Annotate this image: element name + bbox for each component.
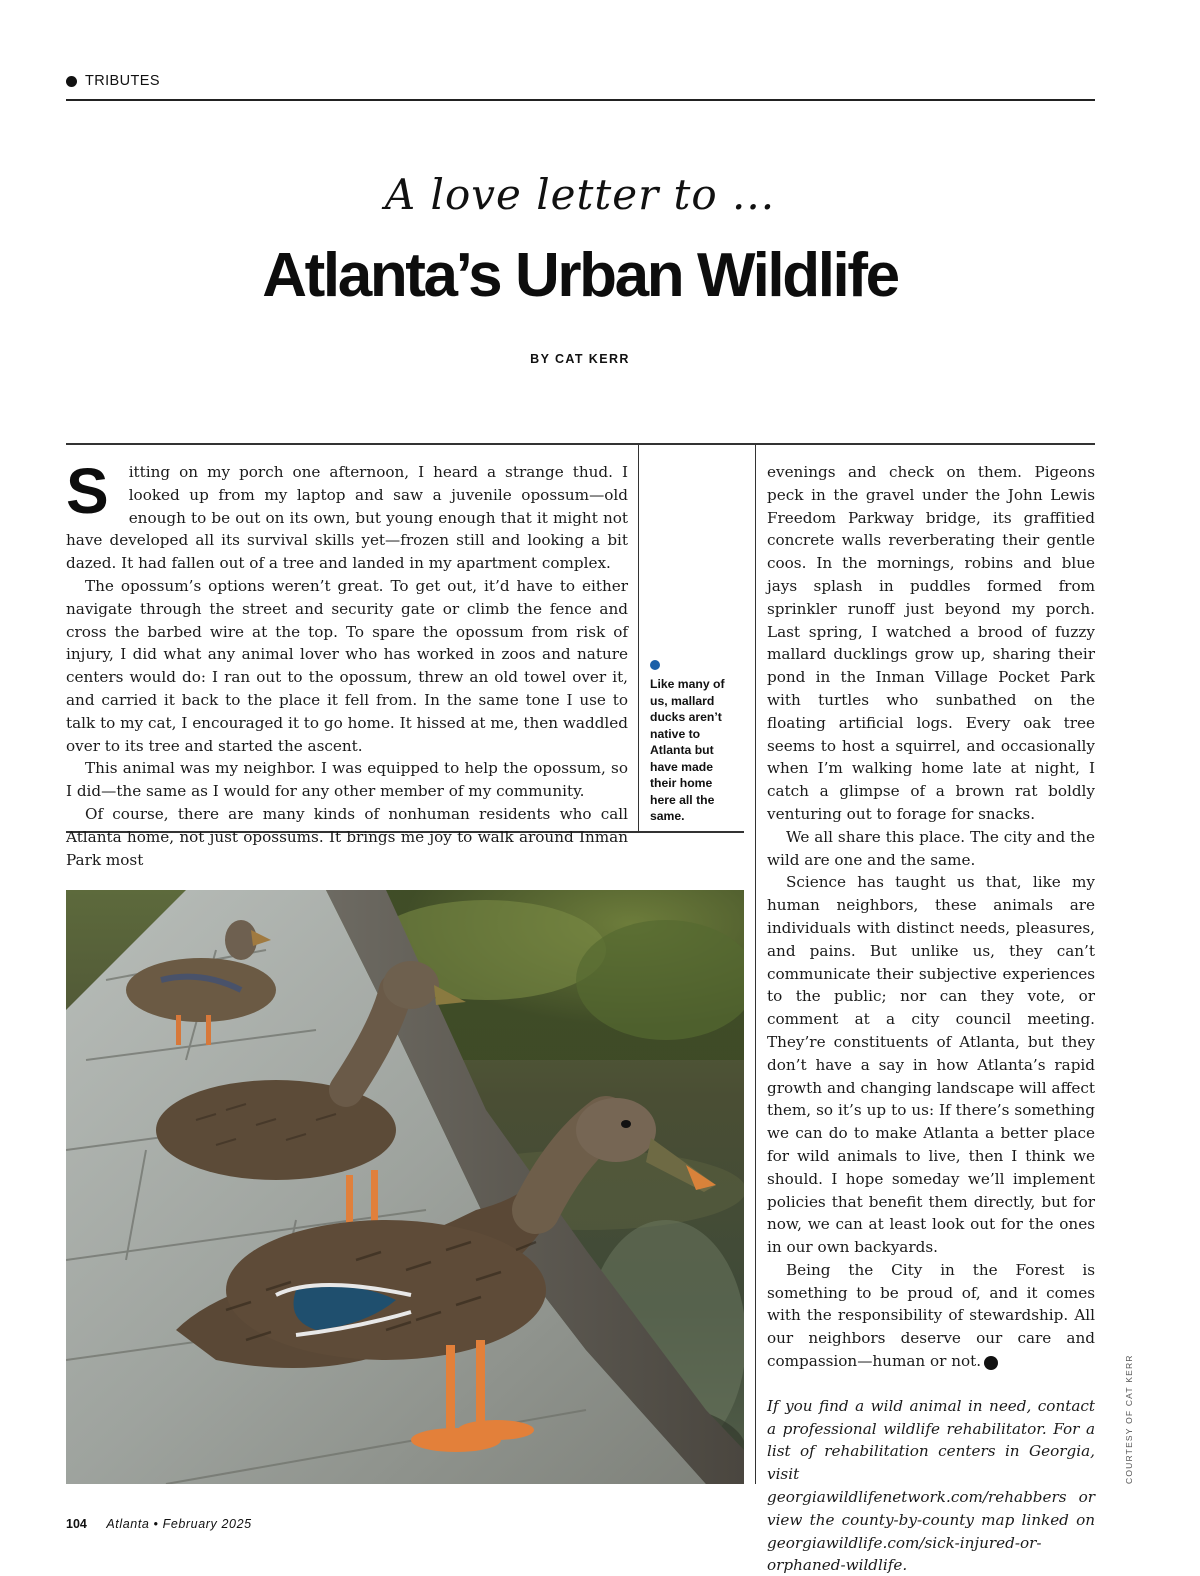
paragraph: Of course, there are many kinds of nonhuman residents who call Atlanta home, not just opossums. It brings me joy to walk around Inman Park most — [66, 804, 628, 869]
top-rule — [66, 99, 1095, 101]
magazine-issue: Atlanta • February 2025 — [106, 1517, 252, 1531]
paragraph: This animal was my neighbor. I was equipped to help the opossum, so I did—the same as I would for any other member of my community. — [66, 759, 628, 801]
kicker: A love letter to ... — [384, 170, 776, 219]
sidebar-divider-left — [638, 444, 639, 833]
paragraph: The opossum’s options weren’t great. To get out, it’d have to either navigate through the street and security gate or climb the fence and cross the barbed wire at the top. To spare the opossum from risk of injury, I did what any animal lover who has worked in zoos and nature centers would do: I ran out to the opossum, threw an old towel over it, and carried it back to the place it fell from. In the same tone I use to talk to my cat, I encouraged it to go home. It hissed at me, then waddled over to its tree and started the ascent. — [66, 576, 628, 755]
photo-sidenote — [650, 660, 740, 825]
paragraph: S itting on my porch one afternoon, I heard a strange thud. I looked up from my laptop and saw a juvenile opossum—old enough to be out on its own, but young enough that it might not have developed all its survival skills yet—frozen still and looking a bit dazed. It had fallen out of a tree and landed in my apartment complex. — [66, 455, 628, 573]
section-label: TRIBUTES — [85, 73, 160, 89]
paragraph: Science has taught us that, like my human neighbors, these animals are individuals with distinct needs, pleasures, and pains. But unlike us, they can’t communicate their subjective experiences to the public; nor can they vote, or comment at a city council meeting. They’re constituents of Atlanta, but they don’t have a say in how Atlanta’s rapid growth and changing landscape will affect them, so it’s up to us: If there’s something we can do to make Atlanta a better place for wild animals to live, then I think we should. I hope someday we’ll implement policies that benefit them directly, but for now, we can at least look out for the ones in our own backyards. — [767, 873, 1095, 1257]
page-number: 104 — [66, 1517, 87, 1531]
photo-credit: COURTESY OF CAT KERR — [1124, 1354, 1134, 1484]
page-footer — [66, 1517, 252, 1531]
blue-dot-icon — [650, 660, 660, 670]
page-title: Atlanta’s Urban Wildlife — [262, 241, 898, 310]
paragraph: evenings and check on them. Pigeons peck in the gravel under the John Lewis Freedom Parkway bridge, its graffitied concrete walls reverberating their gentle coos. In the mornings, robins and blue jays splash in puddles formed from sprinkler runoff just beyond my porch. Last spring, I watched a brood of fuzzy mallard ducklings grow up, sharing their pond in the Inman Village Pocket Park with turtles who sunbathed on the floating artificial logs. Every oak tree seems to host a squirrel, and occasionally when I’m walking home late at night, I catch a glimpse of a brown rat boldly venturing out to forage for snacks. — [767, 463, 1095, 823]
duck-photo — [66, 890, 744, 1484]
paragraph: We all share this place. The city and the wild are one and the same. — [767, 827, 1095, 869]
section-tag — [66, 73, 160, 89]
bullet-icon — [66, 76, 77, 87]
dropcap: S — [66, 455, 109, 527]
italic-note: If you find a wild animal in need, contact a professional wildlife rehabilitator. For a list of rehabilitation centers in Georgia, visit georgiawildlifenetwork.com/rehabbers or view the county-by-county map linked on georgiawildlife.com/sick-injured-or-orphaned-wildlife. — [767, 1396, 1095, 1575]
article-column-right — [767, 461, 1095, 1576]
end-mark-icon: A — [984, 1356, 998, 1370]
sidenote-text: Like many of us, mallard ducks aren’t native to Atlanta but have made their home here all the same. — [650, 677, 725, 823]
paragraph: Being the City in the Forest is something to be proud of, and it comes with the responsibility of stewardship. All our neighbors deserve our care and compassion—human or not. A — [767, 1260, 1095, 1371]
byline: BY CAT KERR — [530, 352, 630, 366]
article-column-left — [66, 455, 628, 871]
column-top-rule — [66, 443, 1095, 445]
column-divider — [755, 444, 756, 1484]
